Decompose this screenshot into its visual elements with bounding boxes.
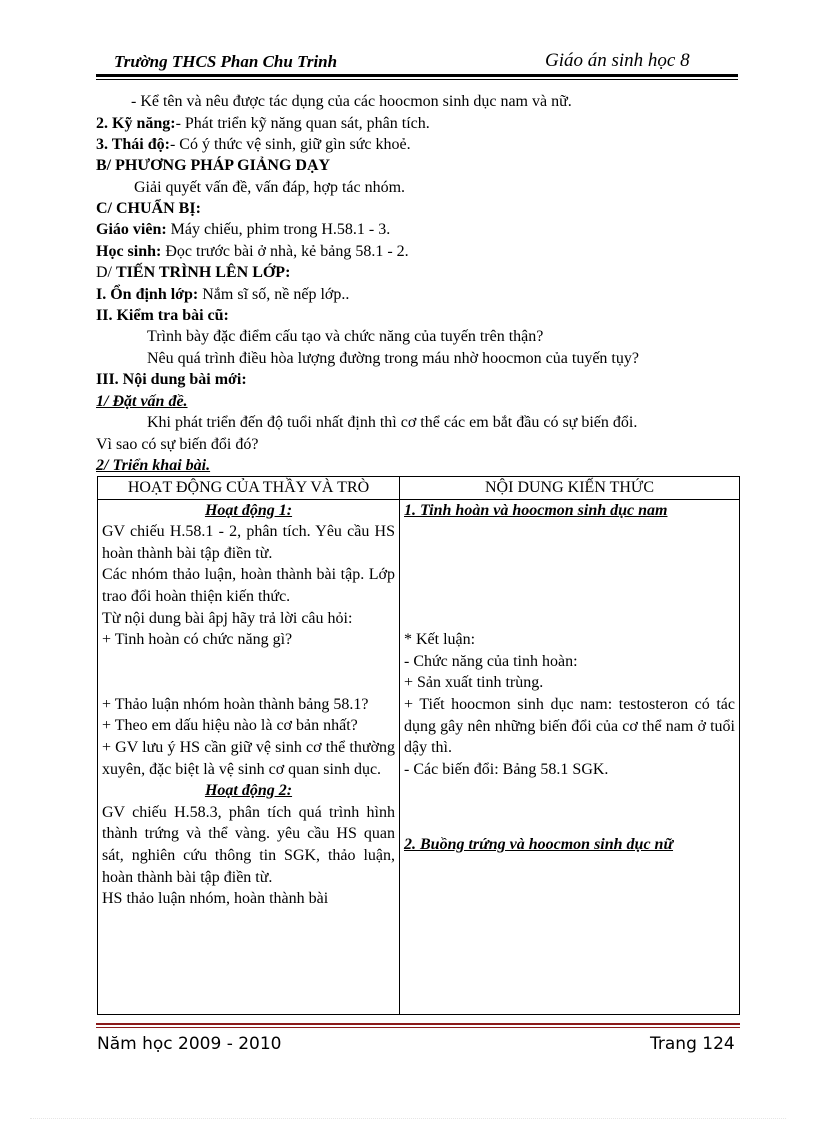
skills-text: - Phát triển kỹ năng quan sát, phân tích. <box>175 115 430 132</box>
header-rule-thick <box>96 74 738 77</box>
conclusion-item-1: - Chức năng của tinh hoàn: <box>404 652 578 670</box>
student-text: Đọc trước bài ở nhà, kẻ bảng 58.1 - 2. <box>161 243 409 260</box>
section-2-title: 2. Buồng trứng và hoocmon sinh dục nữ <box>404 836 674 854</box>
objective-line: - Kể tên và nêu được tác dụng của các hoocmon sinh dục nam và nữ. <box>131 93 572 110</box>
activity-1-heading: Hoạt động 1: <box>204 501 293 519</box>
page-number: Trang 124 <box>650 1034 735 1054</box>
activity-1-text-1: GV chiếu H.58.1 - 2, phân tích. Yêu cầu HS hoàn thành bài tập điền từ. <box>102 523 395 562</box>
spacer <box>404 521 735 629</box>
activity-1-question-3: + Theo em dấu hiệu nào là cơ bản nhất? <box>102 717 358 735</box>
method-line: Giải quyết vấn đề, vấn đáp, hợp tác nhóm. <box>134 179 406 196</box>
activity-2-text-1: GV chiếu H.58.3, phân tích quá trình hình thành trứng và thể vàng. yêu cầu HS quan sát, nghiên cứu thông tin SGK, thảo luận, hoàn thành bài tập điền từ. <box>102 803 395 886</box>
section-d-heading <box>96 262 742 283</box>
review-question-2: Nêu quá trình điều hòa lượng đường trong máu nhờ hoocmon của tuyến tụy? <box>147 350 639 367</box>
class-order-line <box>96 284 742 305</box>
school-name: Trường THCS Phan Chu Trinh <box>114 52 338 71</box>
class-order-text: Nắm sĩ số, nề nếp lớp.. <box>198 286 350 303</box>
skills-label: 2. Kỹ năng: <box>96 115 176 132</box>
page-edge-dotted-line <box>30 1118 786 1119</box>
teacher-prep-line <box>96 219 742 240</box>
col-content-header: NỘI DUNG KIẾN THỨC <box>400 477 740 500</box>
activity-1-note: + GV lưu ý HS cần giữ vệ sinh cơ thể thường xuyên, đặc biệt là vệ sinh cơ quan sinh dục. <box>102 738 395 778</box>
conclusion-item-2: + Sản xuất tinh trùng. <box>404 674 544 692</box>
conclusion-item-3: + Tiết hoocmon sinh dục nam: testosteron có tác dụng gây nên những biến đổi của cơ thể nam ở tuổi dậy thì. <box>404 695 735 757</box>
activity-1-question-1: + Tinh hoàn có chức năng gì? <box>102 631 293 649</box>
intro-line-1: Khi phát triển đến độ tuổi nhất định thì cơ thể các em bắt đầu có sự biến đổi. <box>147 414 638 431</box>
activity-1-question-2: + Thảo luận nhóm hoàn thành bảng 58.1? <box>102 695 369 713</box>
section-d-prefix: D/ <box>96 264 116 281</box>
content-cell <box>400 499 740 1014</box>
activities-cell <box>98 499 400 1014</box>
skills-line <box>96 113 742 134</box>
student-label: Học sinh: <box>96 243 162 260</box>
spacer <box>102 651 395 694</box>
section-d-title: TIẾN TRÌNH LÊN LỚP: <box>116 264 291 281</box>
class-order-label: I. Ổn định lớp: <box>96 286 199 303</box>
table-header-row <box>98 477 740 500</box>
activity-2-heading: Hoạt động 2: <box>204 782 293 800</box>
review-question-1: Trình bày đặc điểm cấu tạo và chức năng của tuyến trên thận? <box>147 328 544 345</box>
problem-heading: 1/ Đặt vấn đề. <box>96 393 188 410</box>
activity-1-text-3: Từ nội dung bài âpj hãy trả lời câu hỏi: <box>102 609 353 627</box>
footer-rule-thin <box>96 1027 740 1028</box>
attitude-label: 3. Thái độ: <box>96 136 170 153</box>
section-b-heading: B/ PHƯƠNG PHÁP GIẢNG DẠY <box>96 157 331 174</box>
conclusion-label: * Kết luận: <box>404 631 476 649</box>
lesson-table <box>97 476 740 1015</box>
conclusion-item-4: - Các biến đổi: Bảng 58.1 SGK. <box>404 760 609 778</box>
col-activities-header: HOẠT ĐỘNG CỦA THẦY VÀ TRÒ <box>98 477 400 500</box>
teacher-label: Giáo viên: <box>96 221 167 238</box>
header-rule-thin <box>96 79 738 80</box>
school-year: Năm học 2009 - 2010 <box>97 1034 282 1054</box>
attitude-text: - Có ý thức vệ sinh, giữ gìn sức khoẻ. <box>169 136 411 153</box>
attitude-line <box>96 134 742 155</box>
footer-rule-thick <box>96 1023 740 1025</box>
spacer <box>404 780 735 834</box>
section-c-heading: C/ CHUẨN BỊ: <box>96 200 201 217</box>
review-heading: II. Kiểm tra bài cũ: <box>96 307 229 324</box>
section-1-title: 1. Tinh hoàn và hoocmon sinh dục nam <box>404 501 668 519</box>
activity-1-text-2: Các nhóm thảo luận, hoàn thành bài tập. Lớp trao đổi hoàn thiện kiến thức. <box>102 566 395 605</box>
development-heading: 2/ Triển khai bài. <box>96 457 211 474</box>
new-lesson-heading: III. Nội dung bài mới: <box>96 371 247 388</box>
subject-title: Giáo án sinh học 8 <box>545 50 690 71</box>
table-row <box>98 499 740 1014</box>
activity-2-text-2: HS thảo luận nhóm, hoàn thành bài <box>102 890 329 908</box>
teacher-text: Máy chiếu, phim trong H.58.1 - 3. <box>166 221 391 238</box>
student-prep-line <box>96 241 742 262</box>
intro-line-2: Vì sao có sự biến đổi đó? <box>96 436 259 453</box>
